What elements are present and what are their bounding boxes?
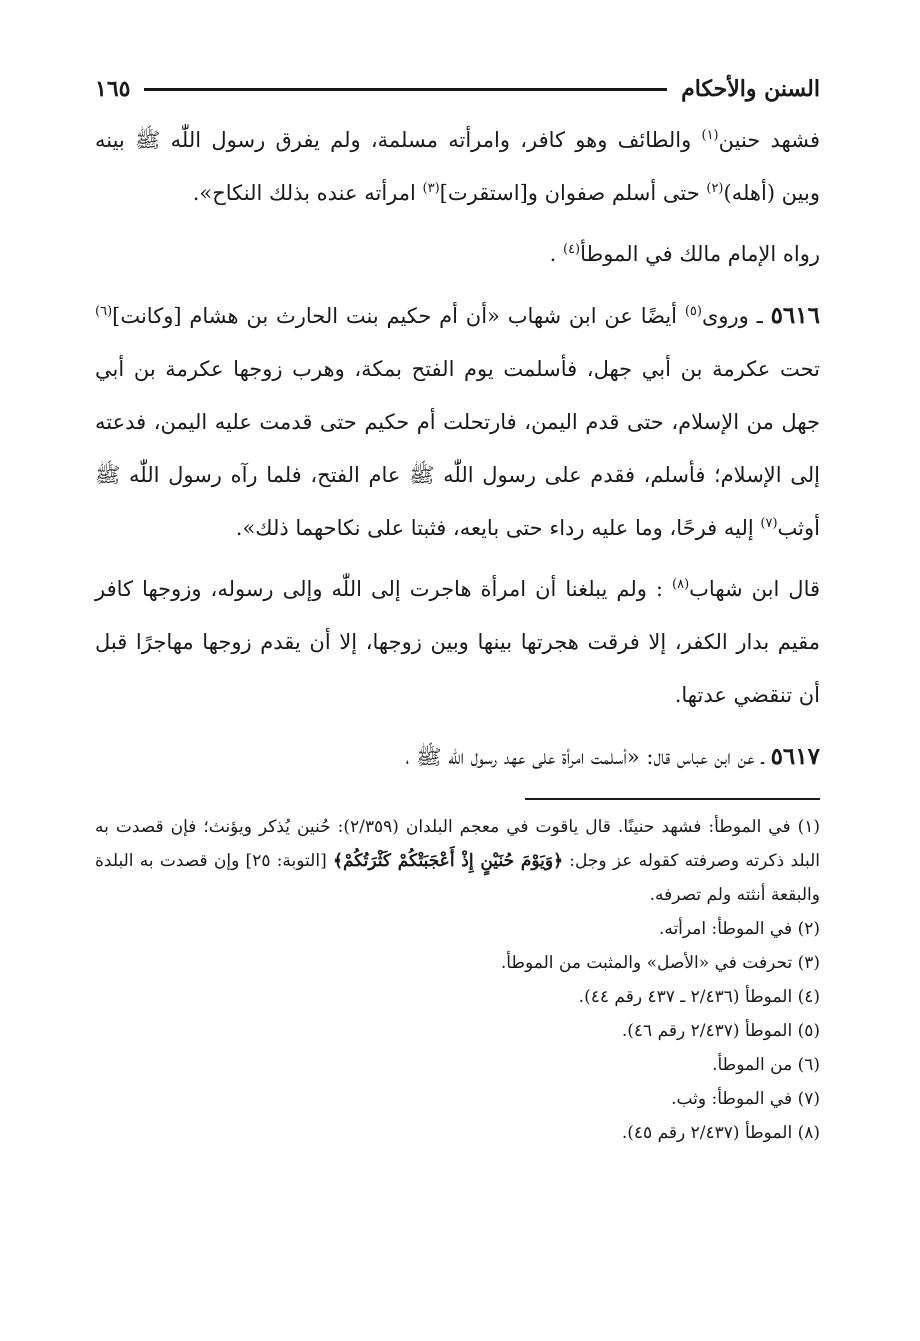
text-run: فشهد حنين: [718, 128, 821, 152]
footnote-marker-8: (٨): [672, 577, 690, 592]
text-run: ـ عن ابن عباس قال: «أسلمت امرأة على عهد رسول اللّٰه ﷺ ،: [405, 745, 771, 769]
footnote-2: (٢) في الموطأ: امرأته.: [658, 919, 820, 939]
text-run: امرأته عنده بذلك النكاح».: [192, 181, 423, 205]
footnote-text: [التوبة: ٢٥] وإن قصدت به البلدة والبقعة أنثته ولم تصرفه.: [95, 851, 820, 905]
footnote-marker-4: (٤): [562, 242, 581, 257]
text-run: رواه الإمام مالك في الموطأ: [580, 242, 820, 266]
footnote-text: (١) في الموطأ: فشهد حنينًا. قال ياقوت في معجم البلدان (٢/٣٥٩): حُنين يُذكر ويؤنث؛ فإن قصدت به البلد ذكرته وصرفته كقوله عز وجل:: [95, 817, 821, 871]
footnote-6: (٦) من الموطأ.: [712, 1055, 820, 1075]
document-page: [95, 70, 820, 1241]
running-header: [95, 70, 820, 108]
main-text: [95, 114, 820, 784]
footnote-1: [95, 810, 820, 912]
page-number: ١٦٥: [95, 76, 131, 102]
text-run: إليه فرحًا، وما عليه رداء حتى بايعه، فثبتا على نكاحهما ذلك».: [235, 516, 761, 540]
text-run: ـ وروى: [701, 304, 771, 328]
footnote-5: (٥) الموطأ (٢/٤٣٧ رقم ٤٦).: [621, 1021, 820, 1041]
footnote-4: (٤) الموطأ (٢/٤٣٦ ـ ٤٣٧ رقم ٤٤).: [578, 987, 820, 1007]
text-run: .: [549, 242, 563, 266]
paragraph-2: [95, 228, 820, 281]
footnote-marker-1: (١): [701, 128, 719, 143]
footnote-8: (٨) الموطأ (٢/٤٣٧ رقم ٤٥).: [621, 1123, 820, 1143]
footnote-marker-7: (٧): [760, 516, 778, 531]
hadith-5617: [95, 730, 820, 784]
text-run: قال ابن شهاب: [689, 577, 821, 601]
footnote-7: (٧) في الموطأ: وثب.: [671, 1089, 820, 1109]
footnote-marker-2: (٢): [706, 181, 724, 196]
paragraph-ibn-shihab: [95, 563, 820, 722]
text-run: تحت عكرمة بن أبي جهل، فأسلمت يوم الفتح بمكة، وهرب زوجها عكرمة بن أبي جهل من الإسلام، حتى قدم اليمن، فارتحلت أم حكيم حتى قدمت عليه اليمن، فدعته إلى الإسلام؛ فأسلم، فقدم على رسول اللّٰه ﷺ عام الفتح، فلما رآه رسول اللّٰه ﷺ أوثب: [95, 357, 820, 540]
book-title: السنن والأحكام: [681, 76, 820, 102]
quran-verse: ﴿وَيَوْمَ حُنَيْنٍ إِذْ أَعْجَبَتْكُمْ كَثْرَتُكُمْ﴾: [332, 851, 564, 871]
hadith-number: ٥٦١٧: [770, 743, 820, 770]
text-run: حتى أسلم صفوان و[استقرت]: [439, 181, 707, 205]
footnote-separator: [525, 798, 820, 800]
footnote-3: (٣) تحرفت في «الأصل» والمثبت من الموطأ.: [500, 953, 820, 973]
hadith-5616: [95, 289, 820, 555]
text-run: أيضًا عن ابن شهاب «أن أم حكيم بنت الحارث بن هشام [وكانت]: [112, 304, 685, 328]
footnote-marker-3: (٣): [422, 181, 440, 196]
paragraph-1: [95, 114, 820, 220]
footnote-marker-5: (٥): [684, 304, 702, 319]
text-run: والطائف وهو كافر، وامرأته مسلمة، ولم يفرق رسول اللّٰه ﷺ بينه وبين (أهله): [95, 128, 820, 205]
hadith-number: ٥٦١٦: [770, 302, 820, 329]
header-rule: [144, 88, 667, 91]
text-run: : ولم يبلغنا أن امرأة هاجرت إلى اللّٰه وإلى رسوله، وزوجها كافر مقيم بدار الكفر، إلا فرقت هجرتها بينها وبين زوجها، إلا أن يقدم زوجها مهاجرًا قبل أن تنقضي عدتها.: [95, 577, 820, 707]
footnotes: [95, 810, 820, 1150]
footnote-marker-6: (٦): [95, 304, 113, 319]
